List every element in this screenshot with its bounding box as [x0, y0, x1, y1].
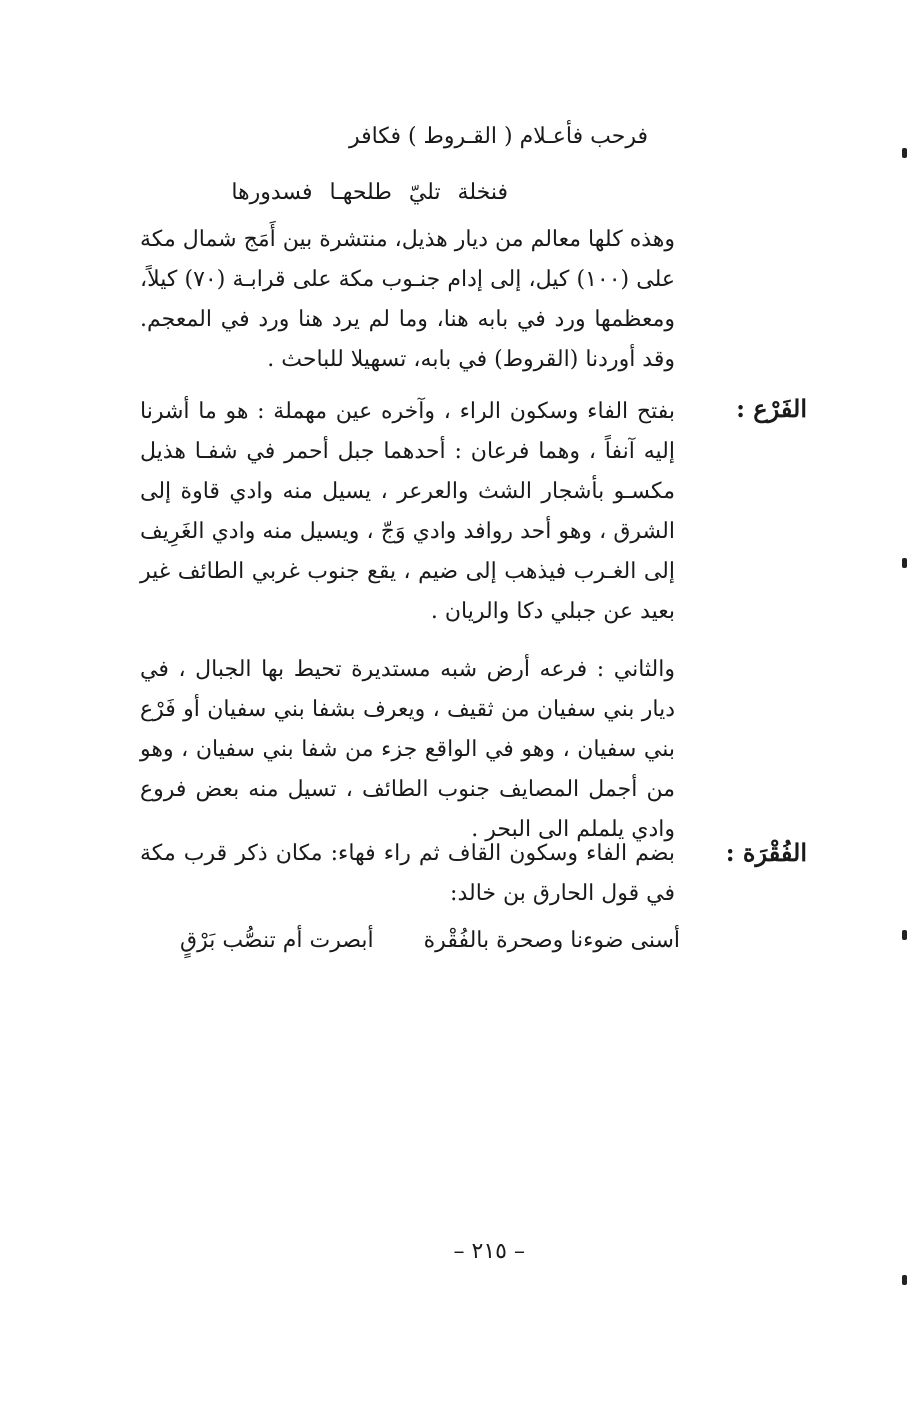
- margin-mark: [902, 930, 907, 940]
- verse-line: [180, 928, 680, 953]
- margin-mark: [902, 558, 907, 568]
- poem-line-1: فرحب فأعـلام ( القـروط ) فكافر: [348, 124, 648, 149]
- verse-second-hemistich: أبصرت أم تنصُّب بَرْقٍ: [180, 928, 374, 953]
- entry-label-alfar: الفَرْع :: [736, 394, 807, 423]
- margin-mark: [902, 1275, 907, 1285]
- verse-first-hemistich: أسنى ضوءنا وصحرة بالفُقْرة: [423, 928, 680, 953]
- margin-mark: [902, 148, 907, 158]
- page-number: – ٢١٥ –: [453, 1239, 525, 1264]
- entry-alfuqrah-paragraph-1: بضم الفاء وسكون القاف ثم راء فهاء: مكان ذكر قرب مكة في قول الحارق بن خالد:: [140, 841, 675, 906]
- intro-paragraph: وهذه كلها معالم من ديار هذيل، منتشرة بين أَمَج شمال مكة على (١٠٠) كيل، إلى إدام جنـوب مكة على قرابـة (٧٠) كيلاً، ومعظمها ورد في بابه هنا، وما لم يرد هنا ورد في المعجم. وقد أوردنا (القروط) في بابه، تسهيلا للباحث .: [140, 227, 676, 372]
- entry-alfar-paragraph-2: والثاني : فرعه أرض شبه مستديرة تحيط بها الجبال ، في ديار بني سفيان من ثقيف ، ويعرف بشفا بني سفيان أو فَرْع بني سفيان ، وهو في الواقع جزء من شفا بني سفيان ، وهو من أجمل المصايف جنوب الطائف ، تسيل منه بعض فروع وادي يلملم الى البحر .: [140, 657, 675, 842]
- entry-label-alfuqrah: الفُقْرَة :: [725, 838, 807, 867]
- entry-alfar-paragraph-1: بفتح الفاء وسكون الراء ، وآخره عين مهملة : هو ما أشرنا إليه آنفاً ، وهما فرعان : أحدهما جبل أحمر في شفـا هذيل مكسـو بأشجار الشث والعرعر ، يسيل منه وادي قاوة إلى الشرق ، وهو أحد روافد وادي وَجّ ، ويسيل منه وادي الغَرِيف إلى الغـرب فيذهب إلى ضيم ، يقع جنوب غربي الطائف غير بعيد عن جبلي دكا والريان .: [140, 399, 675, 624]
- poem-line-2: فنخلة تليّ طلحهـا فسدورها: [231, 180, 508, 205]
